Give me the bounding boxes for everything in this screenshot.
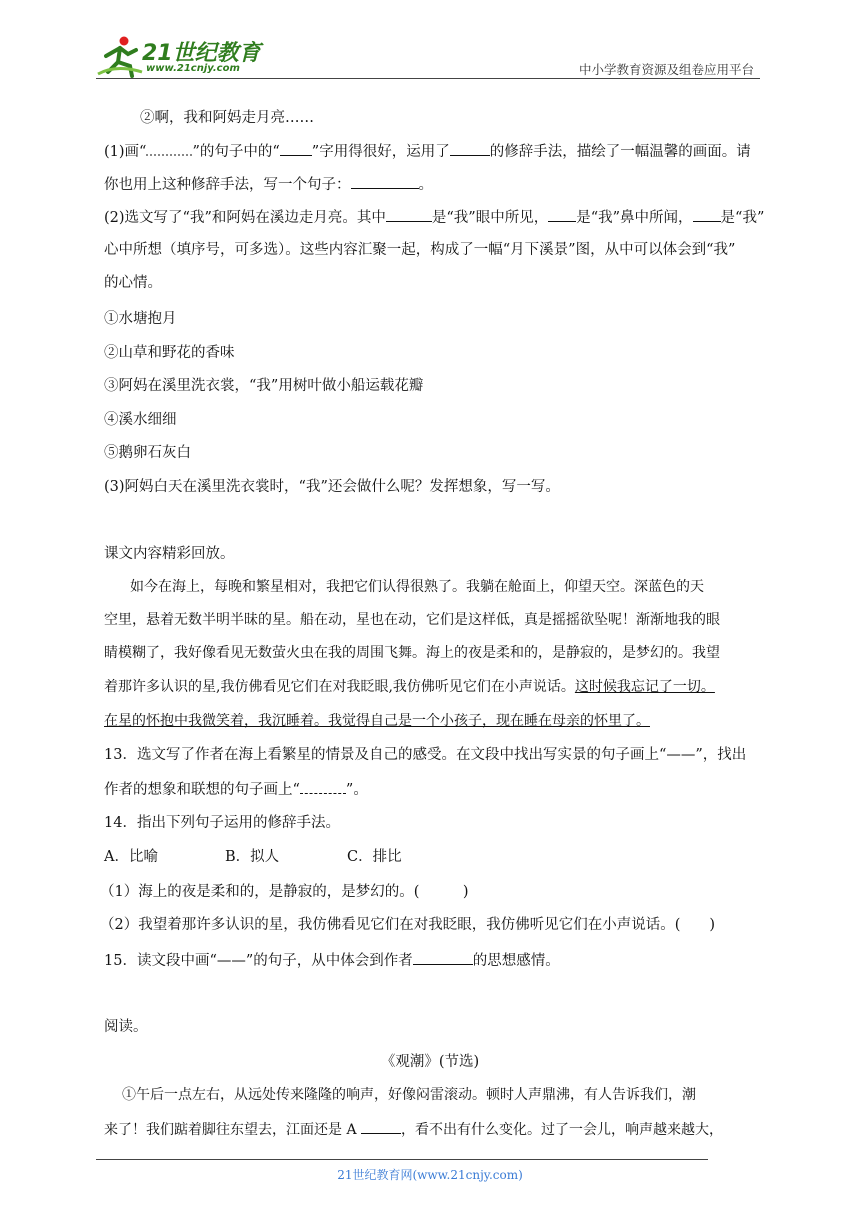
- option-5: ⑤鹅卵石灰白: [104, 445, 191, 461]
- passage-line: 空里，悬着无数半明半昧的星。船在动，星也在动，它们是这样低，真是摇摇欲坠呢！渐渐地我的眼: [104, 612, 720, 628]
- answer-blank[interactable]: [280, 141, 312, 156]
- answer-blank[interactable]: [693, 207, 721, 222]
- underlined-sentence: 这时候我忘记了一切。: [574, 679, 715, 695]
- wavy-blank: [146, 142, 192, 156]
- footer-text: 21世纪教育网(www.21cnjy.com): [337, 1168, 523, 1182]
- page-header: [96, 34, 760, 80]
- answer-blank[interactable]: [361, 1119, 401, 1134]
- option-2: ②山草和野花的香味: [104, 345, 235, 361]
- header-rule: [96, 78, 760, 79]
- answer-blank[interactable]: [548, 207, 576, 222]
- passage-line: 如今在海上，每晚和繁星相对，我把它们认得很熟了。我躺在舱面上，仰望天空。深蓝色的天: [130, 579, 704, 595]
- passage-title: 《观潮》(节选): [380, 1054, 480, 1070]
- footer-rule: [96, 1159, 708, 1160]
- logo: [96, 34, 266, 78]
- section-title: 课文内容精彩回放。: [104, 546, 235, 562]
- option-4: ④溪水细细: [104, 412, 177, 428]
- question-14: 14．指出下列句子运用的修辞手法。: [104, 815, 340, 831]
- answer-blank[interactable]: [386, 207, 432, 222]
- question-1-line-2: 你也用上这种修辞手法，写一个句子： 。: [104, 174, 433, 195]
- option-3: ③阿妈在溪里洗衣裳，“我”用树叶做小船运载花瓣: [104, 378, 424, 394]
- question-15: 15．读文段中画“——”的句子，从中体会到作者 的思想感情。: [104, 950, 560, 971]
- sentence-2: （2）我望着那许多认识的星，我仿佛看见它们在对我眨眼，我仿佛听见它们在小声说话。( ): [100, 917, 716, 933]
- question-13-line-1: 13．选文写了作者在海上看繁星的情景及自己的感受。在文段中找出写实景的句子画上“——”，找出: [104, 747, 747, 763]
- choice-c: C．排比: [347, 849, 402, 865]
- question-2-line-3: 的心情。: [104, 275, 162, 291]
- underlined-sentence: 在星的怀抱中我微笑着，我沉睡着。我觉得自己是一个小孩子，现在睡在母亲的怀里了。: [104, 713, 650, 729]
- question-13-line-2: 作者的想象和联想的句子画上“ ”。: [104, 779, 368, 800]
- question-2-line-1: (2)选文写了“我”和阿妈在溪边走月亮。其中 是“我”眼中所见， 是“我”鼻中所闻， 是“我”: [104, 207, 764, 228]
- option-1: ①水塘抱月: [104, 311, 177, 327]
- passage-line: ①午后一点左右，从远处传来隆隆的响声，好像闷雷滚动。顿时人声鼎沸，有人告诉我们，潮: [122, 1087, 696, 1103]
- choice-a: A．比喻: [104, 849, 158, 865]
- text-line: ②啊，我和阿妈走月亮……: [140, 110, 314, 126]
- answer-blank[interactable]: [450, 141, 490, 156]
- brand-url: www.21cnjy.com: [146, 63, 240, 74]
- dashed-line-mark: [300, 779, 346, 794]
- answer-blank[interactable]: [351, 174, 419, 189]
- section-title: 阅读。: [104, 1019, 148, 1035]
- choice-b: B．拟人: [225, 849, 280, 865]
- question-3: (3)阿妈白天在溪里洗衣裳时，“我”还会做什么呢？发挥想象，写一写。: [104, 479, 560, 495]
- answer-blank[interactable]: [413, 950, 473, 965]
- passage-line: 着那许多认识的星,我仿佛看见它们在对我眨眼,我仿佛听见它们在小声说话。这时候我忘记了一切。: [104, 679, 715, 695]
- passage-line: 睛模糊了，我好像看见无数萤火虫在我的周围飞舞。海上的夜是柔和的，是静寂的，是梦幻的。我望: [104, 645, 720, 661]
- sentence-1: （1）海上的夜是柔和的，是静寂的，是梦幻的。( ): [100, 884, 469, 900]
- question-2-line-2: 心中所想（填序号，可多选）。这些内容汇聚一起，构成了一幅“月下溪景”图，从中可以体会到“我”: [104, 242, 736, 258]
- question-1-line-1: (1)画“ ”的句子中的“ ”字用得很好，运用了 的修辞手法，描绘了一幅温馨的画面。请: [104, 141, 751, 162]
- runner-logo-icon: [96, 34, 144, 78]
- platform-label: 中小学教育资源及组卷应用平台: [578, 62, 754, 77]
- passage-line: 来了！我们踮着脚往东望去，江面还是 A ，看不出有什么变化。过了一会儿，响声越来越大，: [104, 1119, 723, 1140]
- brand-name: 21世纪教育: [142, 41, 261, 66]
